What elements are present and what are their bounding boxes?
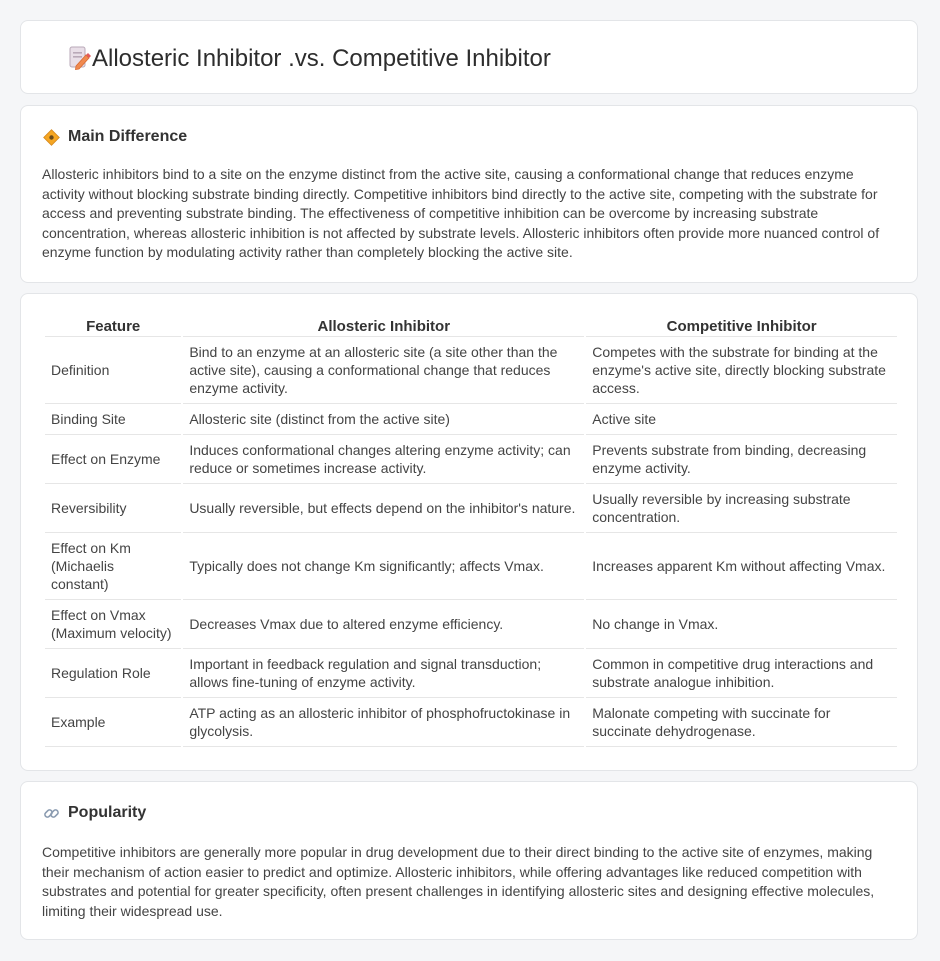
table-cell: Reversibility (45, 484, 181, 533)
table-cell: Regulation Role (45, 649, 181, 698)
table-cell: Prevents substrate from binding, decreasing enzyme activity. (586, 435, 897, 484)
table-cell: Allosteric site (distinct from the active site) (183, 404, 584, 435)
column-header: Competitive Inhibitor (586, 316, 897, 337)
table-header-row (45, 316, 897, 337)
table-cell: Binding Site (45, 404, 181, 435)
main-difference-card (20, 105, 918, 283)
table-cell: No change in Vmax. (586, 600, 897, 649)
table-cell: Induces conformational changes altering enzyme activity; can reduce or sometimes increase activity. (183, 435, 584, 484)
table-row (45, 533, 897, 600)
table-cell: Malonate competing with succinate for succinate dehydrogenase. (586, 698, 897, 747)
main-difference-title: Main Difference (68, 128, 188, 145)
table-cell: Increases apparent Km without affecting Vmax. (586, 533, 897, 600)
popularity-card (20, 781, 918, 940)
main-difference-heading (43, 128, 187, 146)
table-row (45, 435, 897, 484)
table-cell: Effect on Enzyme (45, 435, 181, 484)
popularity-title: Popularity (68, 804, 147, 821)
table-cell: Important in feedback regulation and signal transduction; allows fine-tuning of enzyme activity. (183, 649, 584, 698)
table-row (45, 698, 897, 747)
diamond-sign-icon (43, 129, 60, 146)
table-cell: ATP acting as an allosteric inhibitor of phosphofructokinase in glycolysis. (183, 698, 584, 747)
table-row (45, 484, 897, 533)
table-cell: Usually reversible, but effects depend on the inhibitor's nature. (183, 484, 584, 533)
popularity-heading (43, 804, 146, 822)
column-header: Allosteric Inhibitor (183, 316, 584, 337)
table-cell: Common in competitive drug interactions and substrate analogue inhibition. (586, 649, 897, 698)
table-cell: Bind to an enzyme at an allosteric site (a site other than the active site), causing a conformational change that reduces enzyme activity. (183, 337, 584, 404)
document-edit-icon (67, 45, 93, 71)
table-row (45, 600, 897, 649)
table-cell: Effect on Vmax (Maximum velocity) (45, 600, 181, 649)
table-cell: Example (45, 698, 181, 747)
table-cell: Typically does not change Km significantly; affects Vmax. (183, 533, 584, 600)
table-row (45, 649, 897, 698)
table-cell: Definition (45, 337, 181, 404)
table-cell: Effect on Km (Michaelis constant) (45, 533, 181, 600)
main-difference-text: Allosteric inhibitors bind to a site on the enzyme distinct from the active site, causing a conformational change that reduces enzyme activity without blocking substrate binding directly. Competitive inhibitors bind directly to the active site, competing with the substrate for access and preventing substrate binding. The effectiveness of competitive inhibition can be overcome by increasing substrate concentration, whereas allosteric inhibition is not affected by substrate levels. Allosteric inhibitors often provide more nuanced control of enzyme function by modulating activity rather than completely blocking the active site. (42, 166, 880, 260)
table-cell: Competes with the substrate for binding at the enzyme's active site, directly blocking substrate access. (586, 337, 897, 404)
link-icon (43, 805, 60, 822)
table-cell: Active site (586, 404, 897, 435)
popularity-text: Competitive inhibitors are generally more popular in drug development due to their direct binding to the active site of enzymes, making their mechanism of action easier to predict and optimize. Allosteric inhibitors, while offering advantages like reduced competition with substrates and potential for greater specificity, often present challenges in identifying allosteric sites and designing effective molecules, limiting their widespread use. (42, 844, 875, 919)
header-card (20, 20, 918, 94)
table-cell: Decreases Vmax due to altered enzyme efficiency. (183, 600, 584, 649)
comparison-table-card (20, 293, 918, 771)
table-cell: Usually reversible by increasing substrate concentration. (586, 484, 897, 533)
column-header: Feature (45, 316, 181, 337)
table-row (45, 337, 897, 404)
table-row (45, 404, 897, 435)
page-title: Allosteric Inhibitor .vs. Competitive Inhibitor (92, 45, 551, 72)
comparison-table (43, 316, 899, 747)
